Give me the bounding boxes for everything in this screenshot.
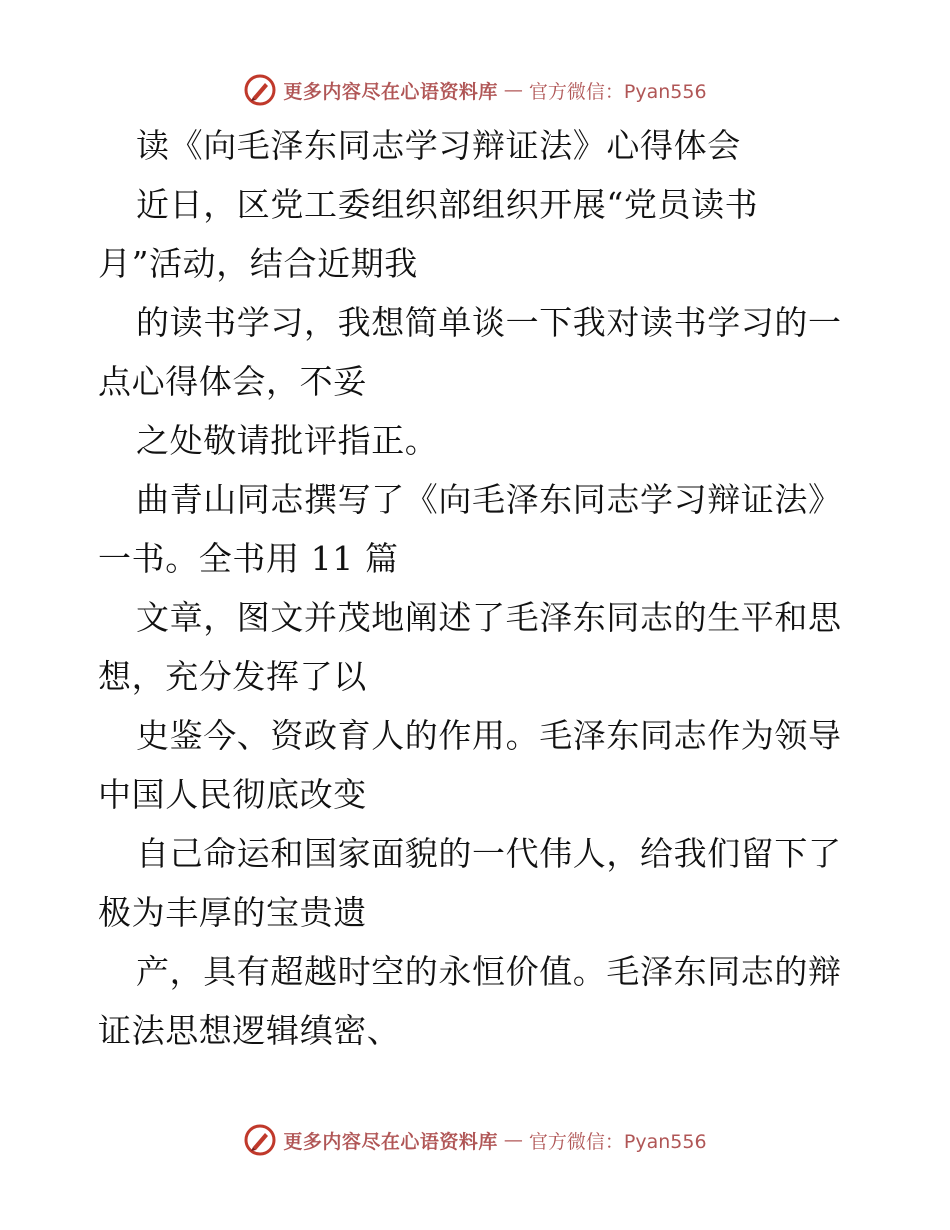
pen-logo-icon xyxy=(243,73,277,107)
paragraph-line: 中国人民彻底改变 xyxy=(98,775,367,814)
paragraph-line: 近日，区党工委组织部组织开展“党员读书 xyxy=(136,185,759,224)
paragraph-line: 史鉴今、资政育人的作用。毛泽东同志作为领导 xyxy=(136,716,842,755)
banner-slogan: 更多内容尽在心语资料库 xyxy=(283,80,498,103)
paragraph-line: 之处敬请批评指正。 xyxy=(136,421,439,460)
banner-wechat: 官方微信：Pyan556 xyxy=(528,80,707,103)
paragraph-line: 一书。全书用 11 篇 xyxy=(98,539,399,578)
document-title: 读《向毛泽东同志学习辩证法》心得体会 xyxy=(136,126,741,165)
banner-separator: — xyxy=(503,79,523,101)
paragraph-line: 想，充分发挥了以 xyxy=(98,657,367,696)
paragraph-line: 产，具有超越时空的永恒价值。毛泽东同志的辩 xyxy=(136,952,842,991)
banner-slogan: 更多内容尽在心语资料库 xyxy=(283,1130,498,1153)
paragraph-line: 月”活动，结合近期我 xyxy=(98,244,418,283)
banner-wechat: 官方微信：Pyan556 xyxy=(528,1130,707,1153)
paragraph-line: 极为丰厚的宝贵遗 xyxy=(98,893,367,932)
paragraph-line: 自己命运和国家面貌的一代伟人，给我们留下了 xyxy=(136,834,842,873)
paragraph-line: 文章，图文并茂地阐述了毛泽东同志的生平和思 xyxy=(136,598,842,637)
paragraph-line: 点心得体会，不妥 xyxy=(98,362,367,401)
paragraph-line: 曲青山同志撰写了《向毛泽东同志学习辩证法》 xyxy=(136,480,842,519)
footer-banner xyxy=(0,1120,950,1160)
paragraph-line: 证法思想逻辑缜密、 xyxy=(98,1011,401,1050)
document-body xyxy=(98,116,858,1060)
header-banner xyxy=(0,70,950,110)
banner-separator: — xyxy=(503,1129,523,1151)
paragraph-line: 的读书学习，我想简单谈一下我对读书学习的一 xyxy=(136,303,842,342)
pen-logo-icon xyxy=(243,1123,277,1157)
